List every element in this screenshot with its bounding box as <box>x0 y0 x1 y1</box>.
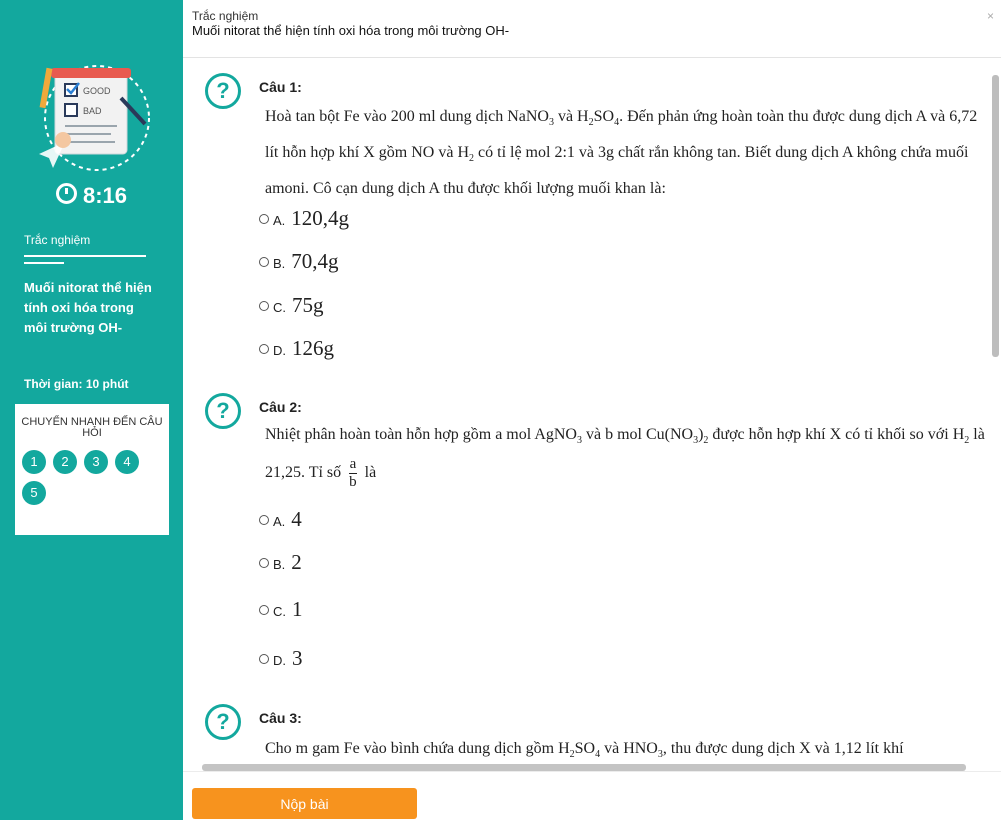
sidebar-category: Trắc nghiệm <box>24 233 91 247</box>
sidebar-quiz-title: Muối nitorat thể hiện tính oxi hóa trong môi trường OH- <box>24 280 152 335</box>
quiz-clipboard-illustration <box>25 58 155 178</box>
question-icon: ? <box>205 393 241 429</box>
countdown-timer <box>0 183 183 209</box>
horizontal-scrollbar[interactable] <box>202 764 966 771</box>
question-3-text: Cho m gam Fe vào bình chứa dung dịch gồm $H_2SO_4$ và $HNO_3$, thu được dung dịch X và 1,12 lít khí <box>265 740 904 761</box>
jump-question-4[interactable]: 4 <box>115 450 139 474</box>
svg-text:GOOD: GOOD <box>83 86 111 96</box>
fraction: $\frac{a}{b}$ <box>349 456 357 491</box>
questions-scroll-area[interactable] <box>183 58 991 763</box>
radio-icon[interactable] <box>259 344 269 354</box>
divider <box>24 255 146 257</box>
radio-icon[interactable] <box>259 214 269 224</box>
jump-question-5[interactable]: 5 <box>22 481 46 505</box>
time-limit: Thời gian: 10 phút <box>24 377 129 391</box>
sidebar <box>0 0 183 820</box>
radio-icon[interactable] <box>259 515 269 525</box>
radio-icon[interactable] <box>259 654 269 664</box>
question-2-option-c[interactable]: C. 1 <box>259 597 303 622</box>
vertical-scrollbar[interactable] <box>992 75 999 357</box>
question-1-label: Câu 1: <box>259 79 302 95</box>
question-1-option-a[interactable]: A. 120,4g <box>259 206 349 231</box>
radio-icon[interactable] <box>259 558 269 568</box>
question-1-option-b[interactable]: B. 70,4g <box>259 249 339 274</box>
jump-question-3[interactable]: 3 <box>84 450 108 474</box>
submit-button[interactable]: Nộp bài <box>192 788 417 819</box>
question-icon: ? <box>205 73 241 109</box>
question-2-option-a[interactable]: A. 4 <box>259 507 302 532</box>
svg-text:BAD: BAD <box>83 106 102 116</box>
footer-divider <box>183 771 1001 772</box>
question-1-option-d[interactable]: D. 126g <box>259 336 334 361</box>
clock-icon <box>56 183 77 204</box>
question-2-option-b[interactable]: B. 2 <box>259 550 302 575</box>
question-jump-panel <box>15 404 169 535</box>
question-3-label: Câu 3: <box>259 710 302 726</box>
radio-icon[interactable] <box>259 257 269 267</box>
question-2-option-d[interactable]: D. 3 <box>259 646 303 671</box>
question-1-option-c[interactable]: C. 75g <box>259 293 324 318</box>
question-2-text: Nhiệt phân hoàn toàn hỗn hợp gồm a mol AgNO$_3$ và b mol $Cu(NO_3)_2$ được hỗn hợp khí X có tỉ khối so với $H_2$ là 21,25. Tỉ số $\frac{a}{b}$ là <box>265 426 985 491</box>
jump-question-1[interactable]: 1 <box>22 450 46 474</box>
question-jump-title: CHUYỂN NHANH ĐẾN CÂU HỎI <box>21 416 163 439</box>
jump-question-2[interactable]: 2 <box>53 450 77 474</box>
divider <box>24 262 64 264</box>
page-title: Muối nitorat thể hiện tính oxi hóa trong môi trường OH- <box>192 23 510 38</box>
question-1-text: Hoà tan bột Fe vào 200 ml dung dịch NaNO$_3$ và $H_2SO_4$. Đến phản ứng hoàn toàn thu được dung dịch A và 6,72 lít hỗn hợp khí X gồm NO và $H_2$ có tỉ lệ mol 2:1 và 3g chất rắn không tan. Biết dung dịch A không chứa muối amoni. Cô cạn dung dịch A thu được khối lượng muối khan là: <box>265 108 978 198</box>
close-icon[interactable]: × <box>987 9 995 23</box>
radio-icon[interactable] <box>259 301 269 311</box>
timer-value: 8:16 <box>82 183 128 208</box>
header-subtitle: Trắc nghiệm <box>192 9 259 23</box>
question-2-label: Câu 2: <box>259 399 302 415</box>
radio-icon[interactable] <box>259 605 269 615</box>
question-icon: ? <box>205 704 241 740</box>
